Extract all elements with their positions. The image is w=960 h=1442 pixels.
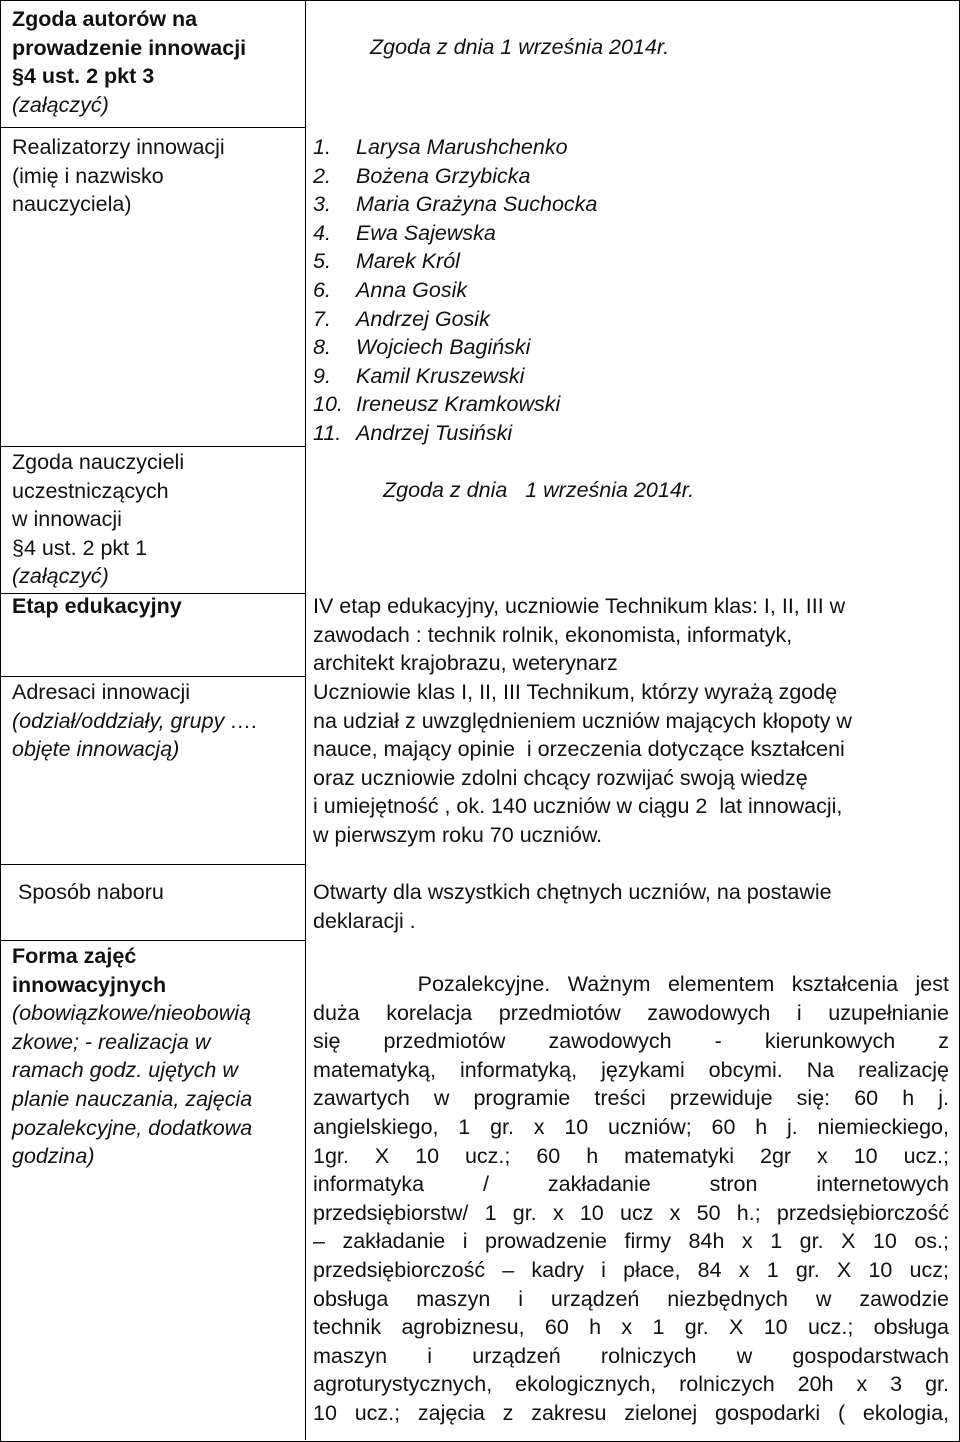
text-line: architekt krajobrazu, weterynarz — [313, 651, 618, 676]
text-line: IV etap edukacyjny, uczniowie Technikum klas: I, II, III w — [313, 594, 846, 618]
label-line: Adresaci innowacji — [12, 680, 191, 704]
label-line: Zgoda nauczycieli — [12, 450, 185, 474]
label-line: godzina) — [12, 1144, 95, 1169]
value-adresaci — [313, 678, 949, 850]
text-line: 10 ucz.; zajęcia z zakresu zielonej gospodarki ( ekologia, — [313, 1400, 949, 1425]
text-line: technik agrobiznesu, 60 h x 1 gr. X 10 ucz.; obsługa — [313, 1315, 949, 1340]
label-line: Zgoda autorów na — [12, 7, 198, 31]
text-line: na udział z uwzględnieniem uczniów mających kłopoty w — [313, 708, 852, 733]
list-item: 7. Andrzej Gosik — [313, 306, 490, 331]
label-line: planie nauczania, zajęcia — [12, 1086, 253, 1111]
value-sposob — [313, 878, 949, 935]
list-item: 11. Andrzej Tusiński — [313, 420, 513, 445]
label-line: §4 ust. 2 pkt 1 — [12, 535, 148, 560]
text-line: oraz uczniowie zdolni chcący rozwijać swoją wiedzę — [313, 765, 808, 790]
label-line: prowadzenie innowacji — [12, 35, 247, 60]
text-line: przedsiębiorczość – kadry i płace, 84 x 1 gr. X 10 ucz; — [313, 1257, 949, 1282]
list-item: 1. Larysa Marushchenko — [313, 135, 568, 159]
label-line: objęte innowacją) — [12, 737, 180, 762]
text-line: się przedmiotów zawodowych - kierunkowych z — [313, 1029, 949, 1054]
list-item: 10. Ireneusz Kramkowski — [313, 392, 561, 417]
label-forma — [12, 942, 300, 1171]
list-item: 6. Anna Gosik — [313, 277, 468, 302]
label-sposob — [18, 878, 306, 907]
label-line: §4 ust. 2 pkt 3 — [12, 64, 155, 89]
text-line: Uczniowie klas I, II, III Technikum, którzy wyrażą zgodę — [313, 680, 838, 704]
value-etap — [313, 592, 949, 678]
text-line: informatyka / zakładanie stron internetowych — [313, 1172, 949, 1197]
text-line: 1gr. X 10 ucz.; 60 h matematyki 2gr x 10 ucz.; — [313, 1143, 949, 1168]
label-line: (obowiązkowe/nieobowią — [12, 1001, 252, 1026]
value-zgoda-autorow — [370, 33, 960, 62]
text-line: deklaracji . — [313, 908, 416, 933]
label-line: uczestniczących — [12, 478, 169, 503]
text-line: zawartych w programie treści przewiduje się: 60 h j. — [313, 1086, 949, 1111]
label-line: pozalekcyjne, dodatkowa — [12, 1115, 253, 1140]
row-divider — [0, 446, 306, 447]
text-line: Pozalekcyjne. Ważnym elementem kształcenia jest — [313, 972, 949, 996]
label-line: zkowe; - realizacja w — [12, 1029, 211, 1054]
list-realizatorzy — [313, 133, 949, 448]
text-line: agroturystycznych, ekologicznych, rolniczych 20h x 3 gr. — [313, 1372, 949, 1397]
label-line: (załączyć) — [12, 92, 109, 117]
value-zgoda-nauczycieli — [383, 476, 960, 505]
list-item: 4. Ewa Sajewska — [313, 220, 496, 245]
text-line: angielskiego, 1 gr. x 10 uczniów; 60 h j. niemieckiego, — [313, 1114, 949, 1139]
label-line: innowacyjnych — [12, 972, 167, 997]
label-line: (imię i nazwisko — [12, 163, 164, 188]
label-etap — [12, 592, 300, 621]
value-forma — [313, 970, 949, 1428]
label-zgoda-autorow — [12, 5, 300, 119]
text-line: w pierwszym roku 70 uczniów. — [313, 822, 603, 847]
list-item: 2. Bożena Grzybicka — [313, 163, 531, 188]
text-line: zawodach : technik rolnik, ekonomista, informatyk, — [313, 622, 793, 647]
label-line: (załączyć) — [12, 564, 109, 589]
label-line: (odział/oddziały, grupy …. — [12, 708, 258, 733]
label-line: Realizatorzy innowacji — [12, 135, 225, 159]
row-divider — [0, 676, 306, 677]
label-realizatorzy — [12, 133, 300, 219]
label-line: Forma zajęć — [12, 944, 137, 968]
list-item: 9. Kamil Kruszewski — [313, 363, 525, 388]
date-text: Zgoda z dnia 1 września 2014r. — [383, 478, 695, 502]
list-item: 8. Wojciech Bagiński — [313, 335, 531, 360]
text-line: duża korelacja przedmiotów zawodowych i uzupełnianie — [313, 1000, 949, 1025]
text-line: i umiejętność , ok. 140 uczniów w ciągu 2 lat innowacji, — [313, 794, 843, 819]
text-line: matematyką, informatyką, językami obcymi. Na realizację — [313, 1057, 949, 1082]
column-divider — [305, 0, 306, 1440]
text-line: nauce, mający opinie i orzeczenia dotyczące kształceni — [313, 737, 845, 762]
text-line: obsługa maszyn i urządzeń niezbędnych w zawodzie — [313, 1286, 949, 1311]
list-item: 3. Maria Grażyna Suchocka — [313, 192, 598, 217]
text-line: Otwarty dla wszystkich chętnych uczniów, na postawie — [313, 880, 832, 904]
text-line: – zakładanie i prowadzenie firmy 84h x 1 gr. X 10 os.; — [313, 1229, 949, 1254]
label-line: nauczyciela) — [12, 192, 132, 217]
label-line: w innowacji — [12, 507, 122, 532]
row-divider — [0, 864, 306, 865]
text-line: maszyn i urządzeń rolniczych w gospodarstwach — [313, 1343, 949, 1368]
row-divider — [0, 940, 306, 941]
label-line: Sposób naboru — [18, 880, 164, 904]
label-zgoda-nauczycieli — [12, 448, 300, 591]
row-divider — [0, 127, 306, 128]
text-line: przedsiębiorstw/ 1 gr. x 10 ucz x 50 h.; przedsiębiorczość — [313, 1200, 949, 1225]
date-text: Zgoda z dnia 1 września 2014r. — [370, 35, 670, 59]
label-line: ramach godz. ujętych w — [12, 1058, 238, 1083]
label-adresaci — [12, 678, 300, 764]
label-line: Etap edukacyjny — [12, 594, 182, 618]
list-item: 5. Marek Król — [313, 249, 460, 274]
